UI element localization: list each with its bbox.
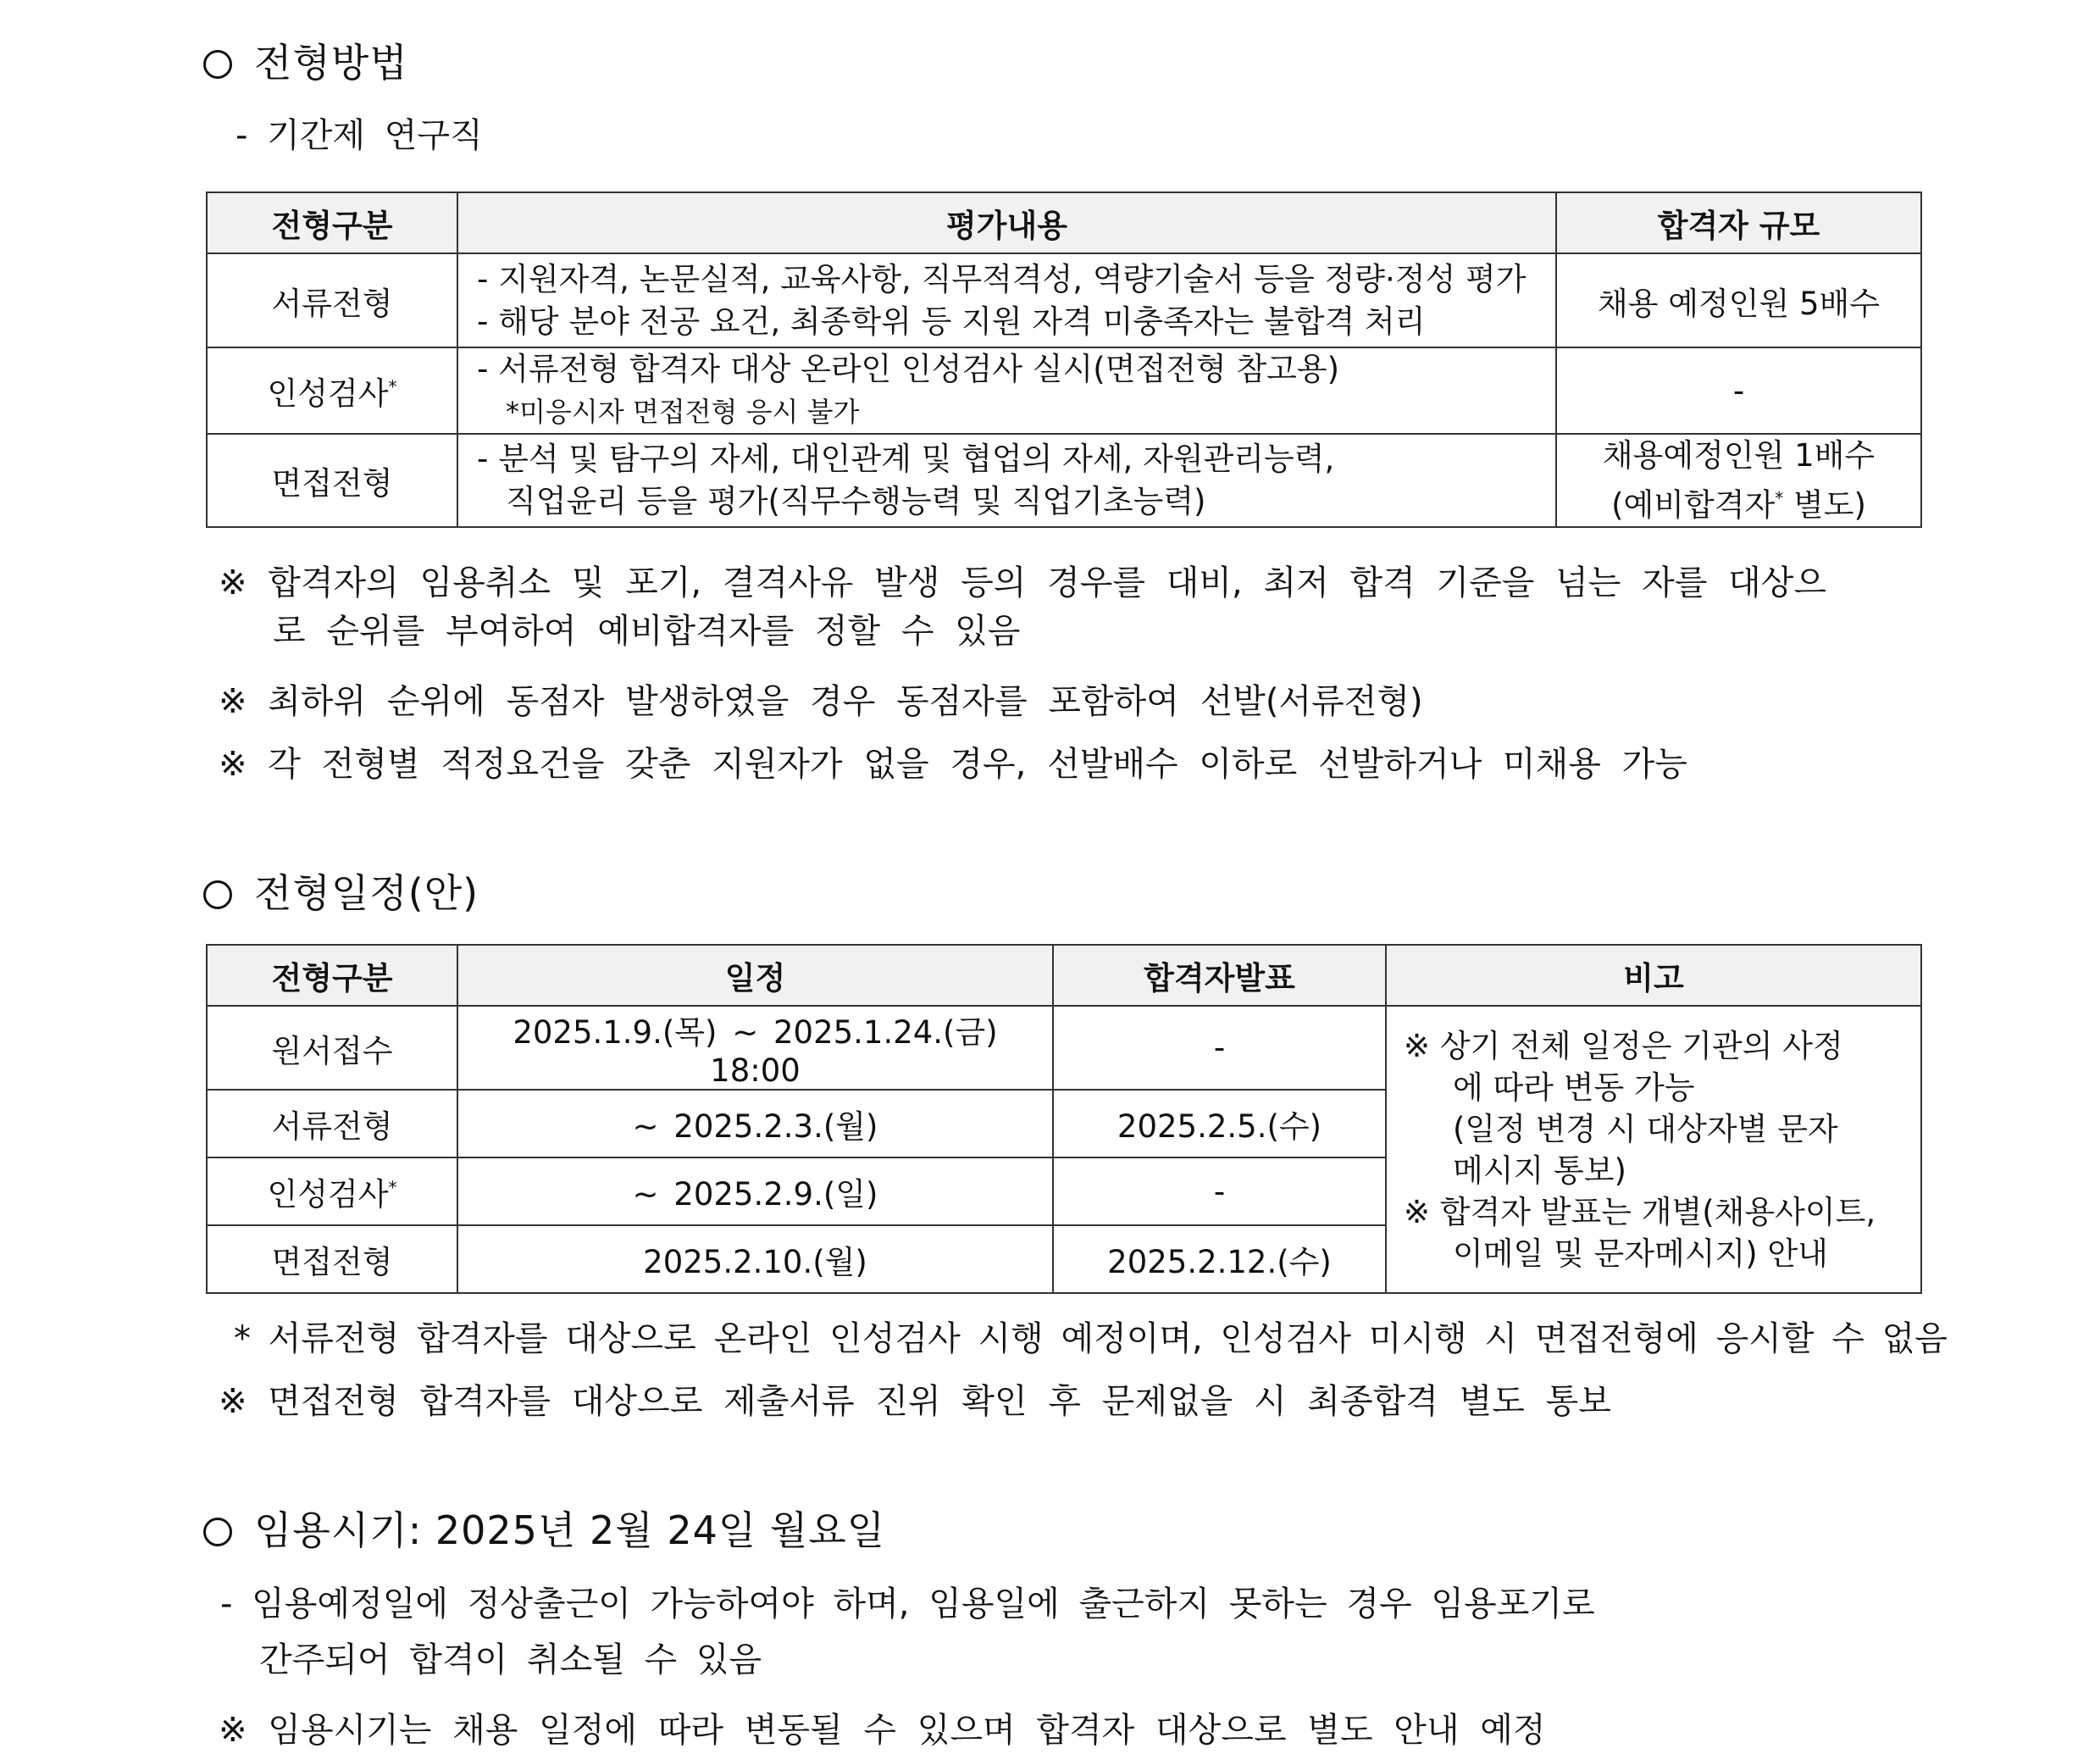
scale-cell: 채용예정인원 1배수 (예비합격자* 별도) [1556,434,1921,527]
content-cell: - 지원자격, 논문실적, 교육사항, 직무적격성, 역량기술서 등을 정량·정성 평가 - 해당 분야 전공 요건, 최종학위 등 지원 자격 미충족자는 불합격 처리 [457,253,1556,347]
schedule-cell: 2025.1.9.(목) ~ 2025.1.24.(금) 18:00 [457,1006,1053,1090]
note-personality-test: * 서류전형 합격자를 대상으로 온라인 인성검사 시행 예정이며, 인성검사 미시행 시 면접전형에 응시할 수 없음 [234,1319,1948,1358]
remarks-cell: ※ 상기 전체 일정은 기관의 사정 에 따라 변동 가능 (일정 변경 시 대상자별 문자 메시지 통보) ※ 합격자 발표는 개별(채용사이트, 이메일 및 문자메시지) 안내 [1386,1006,1921,1293]
selection-method-table [206,191,1922,528]
note-reserve-candidates: ※ 합격자의 임용취소 및 포기, 결격사유 발생 등의 경우를 대비, 최저 합격 기준을 넘는 자를 대상으 로 순위를 부여하여 예비합격자를 정할 수 있음 [219,563,1826,651]
stage-cell: 인성검사* [207,1157,457,1225]
note-document-verification: ※ 면접전형 합격자를 대상으로 제출서류 진위 확인 후 문제없을 시 최종합격 별도 통보 [219,1382,1611,1421]
section-heading-appointment: 임용시기: 2025년 2월 24일 월요일 [203,1500,885,1556]
header-stage: 전형구분 [207,192,457,253]
circle-bullet-icon [203,880,232,909]
stage-cell: 서류전형 [207,1090,457,1157]
announce-cell: 2025.2.12.(수) [1053,1225,1386,1293]
appointment-detail: - 임용예정일에 정상출근이 가능하여야 하며, 임용일에 출근하지 못하는 경우 임용포기로 간주되어 합격이 취소될 수 있음 [220,1585,1595,1679]
stage-cell: 인성검사* [207,347,457,434]
announce-cell: 2025.2.5.(수) [1053,1090,1386,1157]
schedule-cell: ~ 2025.2.9.(일) [457,1157,1053,1225]
announce-cell: - [1053,1157,1386,1225]
table-header-row [207,192,1921,253]
header-schedule: 일정 [457,945,1053,1006]
header-remarks: 비고 [1386,945,1921,1006]
schedule-cell: ~ 2025.2.3.(월) [457,1090,1053,1157]
header-scale: 합격자 규모 [1556,192,1921,253]
circle-bullet-icon [203,1518,232,1546]
note-no-qualified: ※ 각 전형별 적정요건을 갖춘 지원자가 없을 경우, 선발배수 이하로 선발하거나 미채용 가능 [219,745,1687,784]
stage-cell: 면접전형 [207,434,457,527]
table-row [207,1006,1921,1090]
content-cell: - 서류전형 합격자 대상 온라인 인성검사 실시(면접전형 참고용) *미응시자 면접전형 응시 불가 [457,347,1556,434]
table-row [207,434,1921,527]
stage-cell: 서류전형 [207,253,457,347]
note-tie-breaker: ※ 최하위 순위에 동점자 발생하였을 경우 동점자를 포함하여 선발(서류전형) [219,682,1423,721]
header-content: 평가내용 [457,192,1556,253]
section-heading-schedule: 전형일정(안) [203,863,479,919]
scale-cell: 채용 예정인원 5배수 [1556,253,1921,347]
content-cell: - 분석 및 탐구의 자세, 대인관계 및 협업의 자세, 자원관리능력, 직업윤리 등을 평가(직무수행능력 및 직업기초능력) [457,434,1556,527]
table-row [207,253,1921,347]
section-heading-method: 전형방법 [203,32,408,88]
schedule-cell: 2025.2.10.(월) [457,1225,1053,1293]
scale-cell: - [1556,347,1921,434]
stage-cell: 원서접수 [207,1006,457,1090]
schedule-table [206,944,1922,1294]
header-stage: 전형구분 [207,945,457,1006]
stage-cell: 면접전형 [207,1225,457,1293]
table-row [207,347,1921,434]
circle-bullet-icon [203,50,232,79]
note-appointment-change: ※ 임용시기는 채용 일정에 따라 변동될 수 있으며 합격자 대상으로 별도 안내 예정 [219,1711,1546,1750]
subheading-contract-researcher: - 기간제 연구직 [235,116,483,155]
announce-cell: - [1053,1006,1386,1090]
table-header-row [207,945,1921,1006]
header-announce: 합격자발표 [1053,945,1386,1006]
